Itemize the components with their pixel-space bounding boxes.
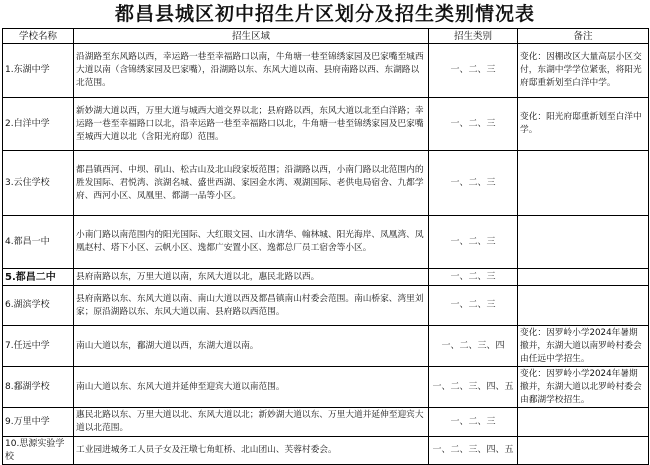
enrollment-table <box>2 28 649 465</box>
category-cell: 一、二、三 <box>429 286 518 326</box>
table-header-row <box>3 29 649 44</box>
area-cell: 惠民北路以东、万里大道以北、东风大道以北；新妙湖大道以东、万里大道并延伸至迎宾大道以北范围。 <box>74 408 429 437</box>
table-row <box>3 151 649 216</box>
school-name: 4.都昌一中 <box>3 216 74 269</box>
school-name: 1.东湖中学 <box>3 44 74 98</box>
table-row <box>3 98 649 151</box>
area-cell: 工业园进城务工人员子女及汪墩七角虹桥、北山团山、芙蓉村委会。 <box>74 437 429 465</box>
area-cell: 南山大道以东、东风大道并延伸至迎宾大道以南范围。 <box>74 367 429 408</box>
category-cell: 一、二、三 <box>429 151 518 216</box>
category-cell: 一、二、三 <box>429 216 518 269</box>
area-cell: 南山大道以东，鄱湖大道以西，东湖大道以南。 <box>74 326 429 367</box>
note-cell: 变化：因罗岭小学2024年暑期撤并，东湖大道以南罗岭村委会由任远中学招生。 <box>518 326 649 367</box>
table-row <box>3 269 649 286</box>
note-cell <box>518 286 649 326</box>
category-cell: 一、二、三 <box>429 98 518 151</box>
category-cell: 一、二、三、四 <box>429 326 518 367</box>
category-cell: 一、二、三 <box>429 408 518 437</box>
note-cell: 变化：因罗岭小学2024年暑期撤并，东湖大道以北罗岭村委会由鄱湖学校招生。 <box>518 367 649 408</box>
school-name: 10.思源实验学校 <box>3 437 74 465</box>
school-name: 6.湖滨学校 <box>3 286 74 326</box>
category-cell: 一、二、三 <box>429 44 518 98</box>
area-cell: 新妙湖大道以西，万里大道与城西大道交界以北；县府路以西，东风大道以北至白洋路；幸运路一巷至幸福路口以北，沿幸运路一巷至幸福路口以北，牛角塘一巷至锦绣家园及巴家嘴至城西大道以北（含阳光府邸）范围。 <box>74 98 429 151</box>
table-row <box>3 408 649 437</box>
school-name: 7.任远中学 <box>3 326 74 367</box>
table-row <box>3 286 649 326</box>
page-title: 都昌县城区初中招生片区划分及招生类别情况表 <box>114 3 535 25</box>
area-cell: 县府南路以东、东风大道以南、南山大道以西及都昌镇南山村委会范围。南山桥家、湾里刘家；原沿湖路以东、东风大道以南、县府路以西范围。 <box>74 286 429 326</box>
table-row <box>3 367 649 408</box>
note-cell <box>518 437 649 465</box>
school-name: 9.万里中学 <box>3 408 74 437</box>
note-cell: 变化：因棚改区大量高层小区交付，东湖中学学位紧张，将阳光府邸重新划至白洋中学。 <box>518 44 649 98</box>
header-category: 招生类别 <box>429 29 518 44</box>
table-row <box>3 216 649 269</box>
school-name: 5.都昌二中 <box>3 269 74 286</box>
category-cell: 一、二、三 <box>429 269 518 286</box>
school-name: 8.鄱湖学校 <box>3 367 74 408</box>
table-row <box>3 437 649 465</box>
area-cell: 小南门路以南范围内的阳光国际、大红眼文园、山水清华、翰林城、阳光海岸、凤凰湾、凤凰赵村、塔下小区、云帆小区、逸都广安置小区、逸都总厂员工宿舍等小区。 <box>74 216 429 269</box>
header-school: 学校名称 <box>3 29 74 44</box>
header-note: 备注 <box>518 29 649 44</box>
note-cell <box>518 216 649 269</box>
table-row <box>3 326 649 367</box>
area-cell: 都昌镇西河、中坝、矶山、松古山及北山段家坂范围；沿湖路以西，小南门路以北范围内的胜发国际、君悦湾、滨湖名城、盛世西湖、家园金水湾、观湖国际、老供电局宿舍、九都学府、西河小区、凤凰里、都湖一品等小区。 <box>74 151 429 216</box>
note-cell: 变化：阳光府邸重新划至白洋中学。 <box>518 98 649 151</box>
area-cell: 县府南路以东，万里大道以南，东风大道以北，惠民北路以西。 <box>74 269 429 286</box>
category-cell: 一、二、三、四、五 <box>429 437 518 465</box>
note-cell <box>518 269 649 286</box>
note-cell <box>518 151 649 216</box>
header-area: 招生区域 <box>74 29 429 44</box>
area-cell: 沿湖路至东风路以西，幸运路一巷至幸福路口以南，牛角塘一巷至锦绣家园及巴家嘴至城西大道以南（含锦绣家园及巴家嘴），沿湖路以东、东风大道以南、县府南路以西、东湖路以北范围。 <box>74 44 429 98</box>
note-cell <box>518 408 649 437</box>
category-cell: 一、二、三、四、五 <box>429 367 518 408</box>
school-name: 3.云住学校 <box>3 151 74 216</box>
school-name: 2.白洋中学 <box>3 98 74 151</box>
table-row <box>3 44 649 98</box>
